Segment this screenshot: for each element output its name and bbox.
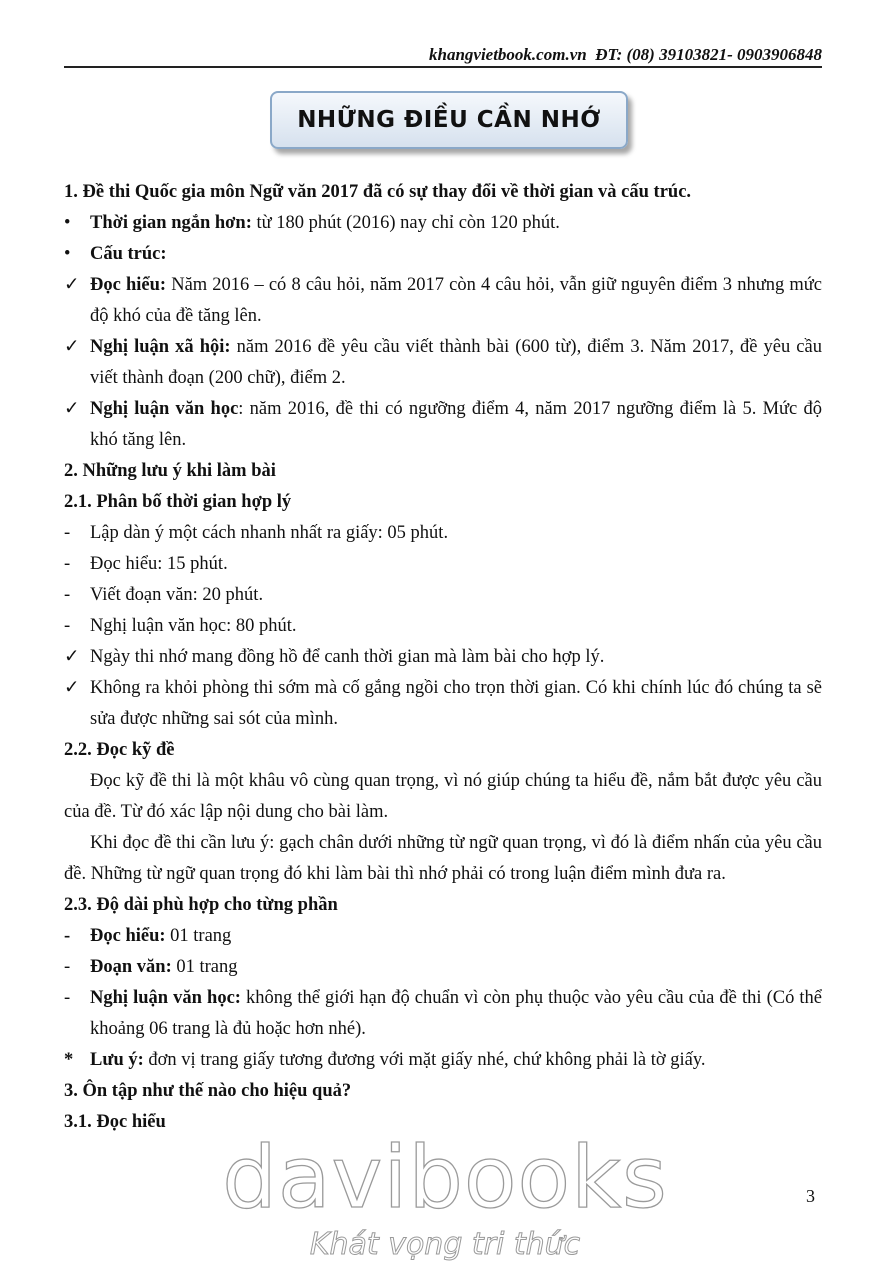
paragraph: Đọc kỹ đề thi là một khâu vô cùng quan trọng, vì nó giúp chúng ta hiểu đề, nắm bắt được yêu cầu của đề. Từ đó xác lập nội dung cho bài làm. [64,771,822,822]
check-doc-hieu: ✓ Đọc hiểu: Năm 2016 – có 8 câu hỏi, năm 2017 còn 4 câu hỏi, vẫn giữ nguyên điểm 3 nhưng mức độ khó của đề tăng lên. [64,270,822,332]
section-1-heading: 1. Đề thi Quốc gia môn Ngữ văn 2017 đã có sự thay đổi về thời gian và cấu trúc. [64,182,692,202]
section-2-heading: 2. Những lưu ý khi làm bài [64,461,276,481]
section-2-3-heading: 2.3. Độ dài phù hợp cho từng phần [64,895,338,915]
check-icon: ✓ [64,337,80,357]
list-item: - Lập dàn ý một cách nhanh nhất ra giấy: 05 phút. [64,518,822,549]
page-title: NHỮNG ĐIỀU CẦN NHỚ [297,107,601,133]
bullet-icon: • [64,244,71,264]
section-3-heading: 3. Ôn tập như thế nào cho hiệu quả? [64,1081,352,1101]
dash-icon: - [64,926,71,946]
list-item: - Nghị luận văn học: 80 phút. [64,611,822,642]
dash-icon: - [64,554,71,574]
title-box [270,91,628,149]
list-item: - Viết đoạn văn: 20 phút. [64,580,822,611]
section-3-1-heading: 3.1. Đọc hiểu [64,1112,166,1132]
dash-icon: - [64,616,71,636]
page-number: 3 [806,1186,815,1206]
section-2-1-heading: 2.1. Phân bố thời gian hợp lý [64,492,292,512]
dash-icon: - [64,523,71,543]
star-icon: * [64,1050,74,1070]
check-nghi-luan-van-hoc: ✓ Nghị luận văn học: năm 2016, đề thi có ngưỡng điểm 4, năm 2017 ngưỡng điểm là 5. Mức độ khó tăng lên. [64,394,822,456]
dash-icon: - [64,988,71,1008]
watermark-slogan: Khát vọng tri thức [309,1227,581,1262]
list-item: - Đoạn văn: 01 trang [64,952,822,983]
list-item: - Nghị luận văn học: không thể giới hạn độ chuẩn vì còn phụ thuộc vào yêu cầu của đề thi (Có thể khoảng 06 trang là đủ hoặc hơn nhé). [64,983,822,1045]
check-item: ✓ Ngày thi nhớ mang đồng hồ để canh thời gian mà làm bài cho hợp lý. [64,642,822,673]
bullet-icon: • [64,213,71,233]
watermark-brand: davibooks [222,1128,668,1228]
bullet-time: • Thời gian ngắn hơn: từ 180 phút (2016) nay chỉ còn 120 phút. [64,208,822,239]
check-icon: ✓ [64,399,80,419]
list-item: - Đọc hiểu: 01 trang [64,921,822,952]
document-body [64,177,822,1138]
paragraph: Khi đọc đề thi cần lưu ý: gạch chân dưới những từ ngữ quan trọng, vì đó là điểm nhấn của yêu cầu đề. Những từ ngữ quan trọng đó khi làm bài thì nhớ phải có trong luận điểm mình đưa ra. [64,833,822,884]
dash-icon: - [64,957,71,977]
bullet-structure: • Cấu trúc: [64,239,822,270]
dash-icon: - [64,585,71,605]
section-2-2-heading: 2.2. Đọc kỹ đề [64,740,175,760]
watermark-logo [190,1128,700,1262]
check-item: ✓ Không ra khỏi phòng thi sớm mà cố gắng ngồi cho trọn thời gian. Có khi chính lúc đó chúng ta sẽ sửa được những sai sót của mình. [64,673,822,735]
note-item: * Lưu ý: đơn vị trang giấy tương đương với mặt giấy nhé, chứ không phải là tờ giấy. [64,1045,822,1076]
header-site: khangvietbook.com.vn [428,45,587,64]
check-icon: ✓ [64,647,80,667]
check-nghi-luan-xa-hoi: ✓ Nghị luận xã hội: năm 2016 đề yêu cầu viết thành bài (600 từ), điểm 3. Năm 2017, đề yêu cầu viết thành đoạn (200 chữ), điểm 2. [64,332,822,394]
check-icon: ✓ [64,678,80,698]
page-header [64,44,822,68]
header-phone: ĐT: (08) 39103821- 0903906848 [595,45,822,64]
check-icon: ✓ [64,275,80,295]
list-item: - Đọc hiểu: 15 phút. [64,549,822,580]
